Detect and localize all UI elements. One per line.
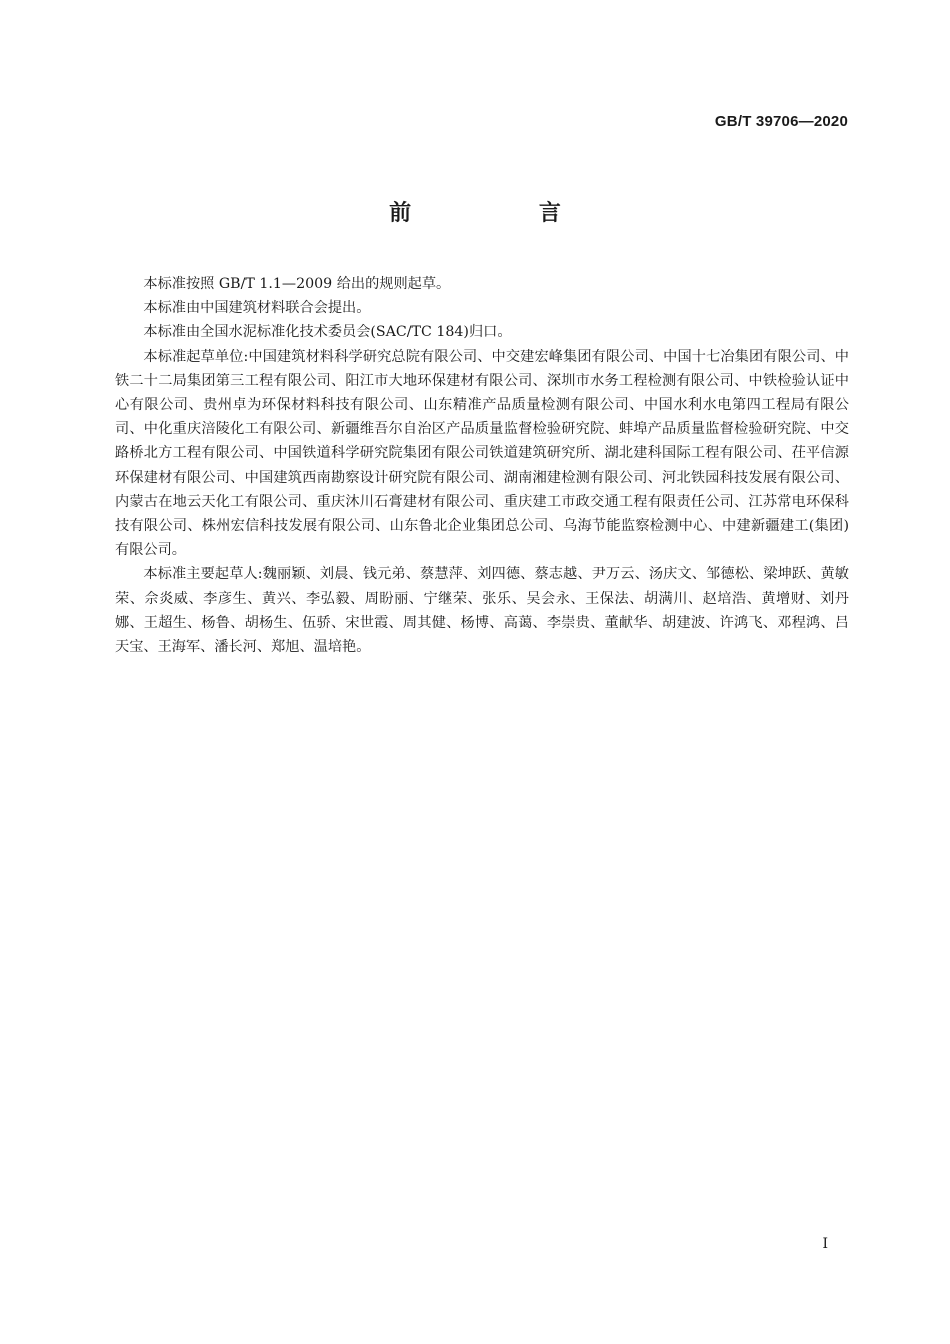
page-title: 前 言 — [389, 201, 621, 226]
foreword-body — [115, 272, 849, 659]
paragraph-drafters: 本标准主要起草人:魏丽颖、刘晨、钱元弟、蔡慧萍、刘四德、蔡志越、尹万云、汤庆文、邹德松、梁坤跃、黄敏荣、佘炎威、李彦生、黄兴、李弘毅、周盼丽、宁继荣、张乐、吴会永、王保法、胡满川、赵培浩、黄增财、刘丹娜、王超生、杨鲁、胡杨生、伍骄、宋世霞、周其健、杨博、高蔼、李崇贵、董献华、胡建波、许鸿飞、邓程鸿、吕天宝、王海军、潘长河、郑旭、温培艳。 — [115, 566, 849, 656]
paragraph-drafting-rules: 本标准按照 GB/T 1.1—2009 给出的规则起草。 — [143, 276, 451, 292]
standard-code: GB/T 39706—2020 — [714, 113, 848, 130]
paragraph-committee: 本标准由全国水泥标准化技术委员会(SAC/TC 184)归口。 — [143, 324, 512, 341]
page-number: I — [822, 1236, 828, 1252]
paragraph-proposer: 本标准由中国建筑材料联合会提出。 — [143, 300, 371, 317]
paragraph-drafting-units: 本标准起草单位:中国建筑材料科学研究总院有限公司、中交建宏峰集团有限公司、中国十七冶集团有限公司、中铁二十二局集团第三工程有限公司、阳江市大地环保建材有限公司、深圳市水务工程检测有限公司、中铁检验认证中心有限公司、贵州卓为环保材料科技有限公司、山东精准产品质量检测有限公司、中国水利水电第四工程局有限公司、中化重庆涪陵化工有限公司、新疆维吾尔自治区产品质量监督检验研究院、蚌埠产品质量监督检验研究院、中交路桥北方工程有限公司、中国铁道科学研究院集团有限公司铁道建筑研究所、湖北建科国际工程有限公司、茌平信源环保建材有限公司、中国建筑西南勘察设计研究院有限公司、湖南湘建检测有限公司、河北铁园科技发展有限公司、内蒙古在地云天化工有限公司、重庆沐川石膏建材有限公司、重庆建工市政交通工程有限责任公司、江苏常电环保科技有限公司、株州宏信科技发展有限公司、山东鲁北企业集团总公司、乌海节能监察检测中心、中建新疆建工(集团)有限公司。 — [115, 348, 849, 559]
